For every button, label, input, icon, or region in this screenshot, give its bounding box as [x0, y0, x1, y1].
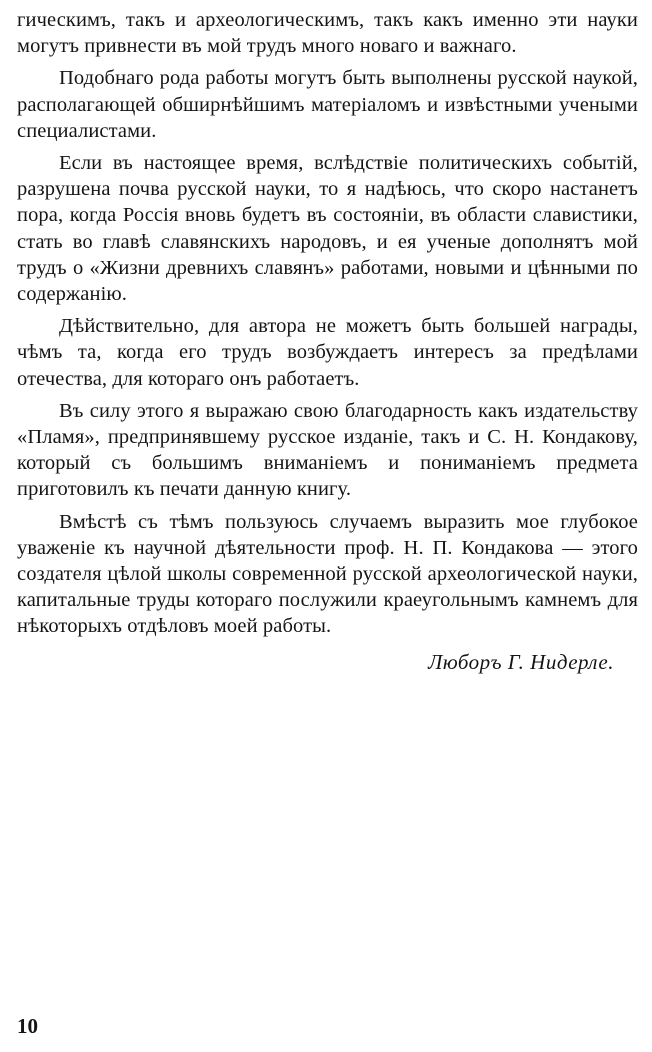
paragraph: Вмѣстѣ съ тѣмъ пользуюсь случаемъ выразить мое глубокое уваженіе къ научной дѣятельности проф. Н. П. Кондакова — этого создателя цѣлой школы современной русской археологической науки, капитальные труды котораго послужили краеугольнымъ камнемъ для нѣкоторыхъ отдѣловъ моей работы.	[17, 510, 638, 638]
body-text	[17, 7, 638, 646]
paragraph-continuation: гическимъ, такъ и археологическимъ, такъ какъ именно эти науки могутъ привнести въ мой трудъ много новаго и важнаго.	[17, 9, 638, 58]
paragraph: Если въ настоящее время, вслѣдствіе политическихъ событій, разрушена почва русской науки, то я надѣюсь, что скоро настанетъ пора, когда Россія вновь будетъ въ состояніи, въ области славистики, стать во главѣ славянскихъ народовъ, и ея ученые дополнятъ мой трудъ о «Жизни древнихъ славянъ» работами, новыми и цѣнными по содержанію.	[17, 152, 638, 306]
paragraph: Подобнаго рода работы могутъ быть выполнены русской наукой, располагающей обширнѣйшимъ матеріаломъ и извѣстными учеными специалистами.	[17, 67, 638, 142]
author-signature: Люборъ Г. Нидерле.	[428, 650, 614, 674]
paragraph: Въ силу этого я выражаю свою благодарность какъ издательству «Пламя», предпринявшему русское изданіе, такъ и С. Н. Кондакову, который съ большимъ вниманіемъ и пониманіемъ предмета приготовилъ къ печати данную книгу.	[17, 399, 638, 501]
page-number: 10	[17, 1014, 38, 1038]
paragraph: Дѣйствительно, для автора не можетъ быть большей награды, чѣмъ та, когда его трудъ возбуждаетъ интересъ за предѣлами отечества, для котораго онъ работаетъ.	[17, 315, 638, 390]
